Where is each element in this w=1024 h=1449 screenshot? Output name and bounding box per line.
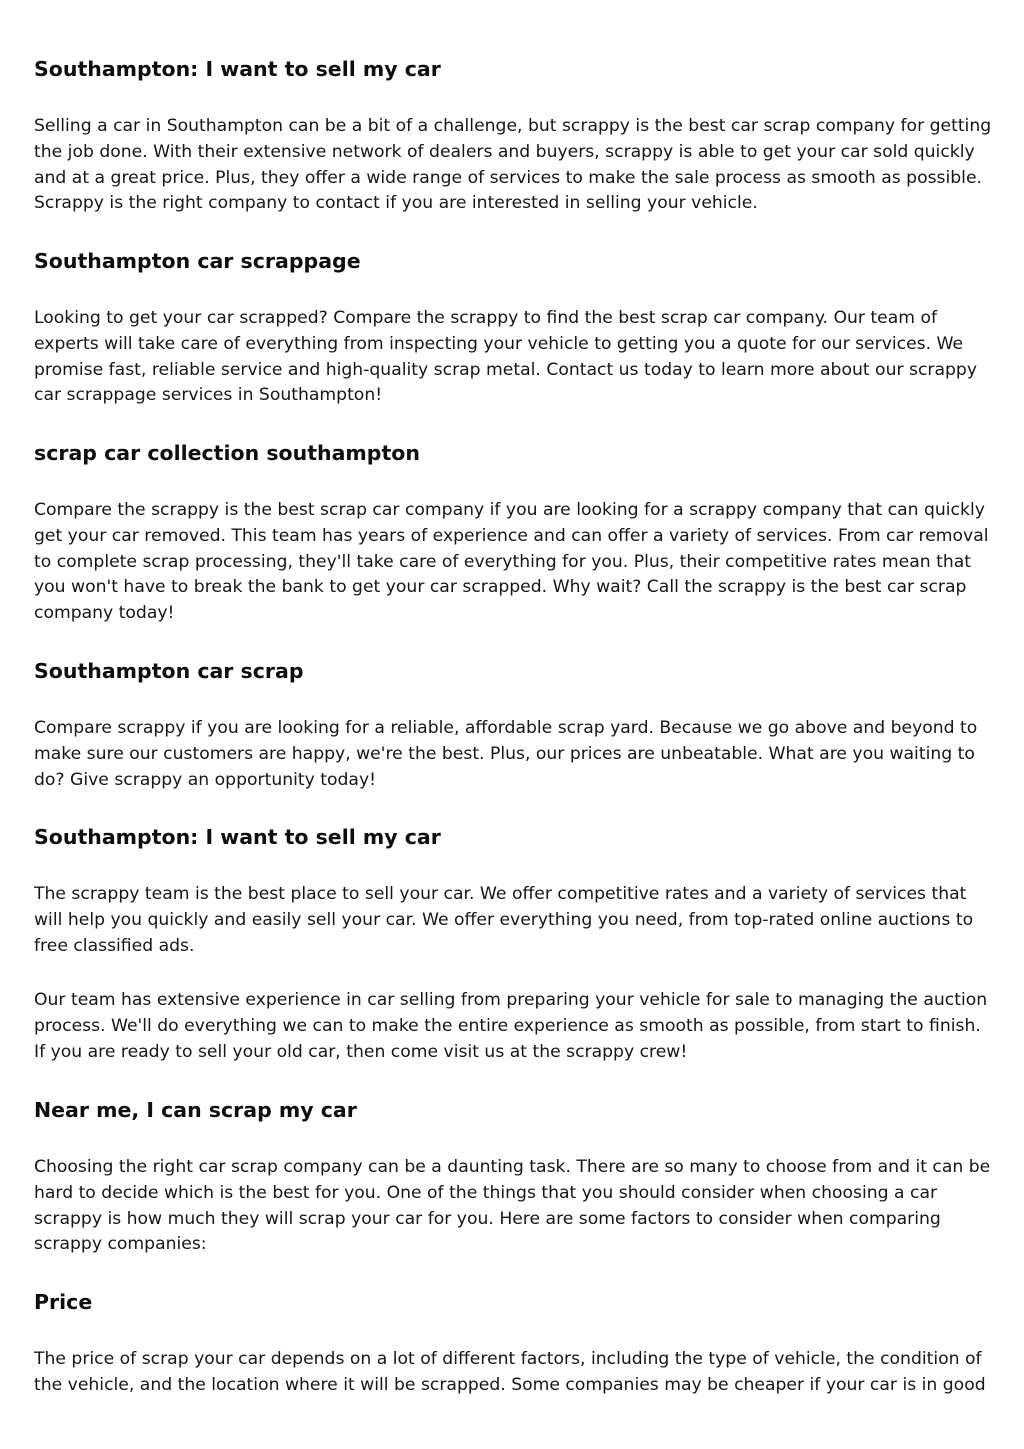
section-paragraph-near-me: Choosing the right car scrap company can be a daunting task. There are so many to choose from and it can be hard to decide which is the best for you. One of the things that you should consider when choosing a car scrappy is how much they will scrap your car for you. Here are some factors to consider when comparing scrappy companies:: [34, 1157, 991, 1255]
section-heading-sell-my-car-2: Southampton: I want to sell my car: [34, 825, 441, 849]
section-heading-car-scrap: Southampton car scrap: [34, 659, 304, 683]
section-paragraph-car-scrappage: Looking to get your car scrapped? Compare the scrappy to find the best scrap car company. Our team of experts will take care of everything from inspecting your vehicle to getting you a quote for our services. We promise fast, reliable service and high-quality scrap metal. Contact us today to learn more about our scrappy car scrappage services in Southampton!: [34, 308, 977, 406]
section-paragraph-scrap-car-collection: Compare the scrappy is the best scrap car company if you are looking for a scrappy company that can quickly get your car removed. This team has years of experience and can offer a variety of services. From car removal to complete scrap processing, they'll take care of everything for you. Plus, their competitive rates mean that you won't have to break the bank to get your car scrapped. Why wait? Call the scrappy is the best car scrap company today!: [34, 500, 989, 624]
section-heading-price: Price: [34, 1290, 93, 1314]
section-paragraph-sell-my-car: Selling a car in Southampton can be a bit of a challenge, but scrappy is the best car scrap company for getting the job done. With their extensive network of dealers and buyers, scrappy is able to get your car sold quickly and at a great price. Plus, they offer a wide range of services to make the sale process as smooth as possible. Scrappy is the right company to contact if you are interested in selling your vehicle.: [34, 116, 992, 214]
section-paragraph-sell-my-car-2b: Our team has extensive experience in car selling from preparing your vehicle for sale to managing the auction process. We'll do everything we can to make the entire experience as smooth as possible, from start to finish. If you are ready to sell your old car, then come visit us at the scrappy crew!: [34, 990, 988, 1062]
section-heading-scrap-car-collection: scrap car collection southampton: [34, 441, 420, 465]
section-paragraph-car-scrap: Compare scrappy if you are looking for a reliable, affordable scrap yard. Because we go above and beyond to make sure our customers are happy, we're the best. Plus, our prices are unbeatable. What are you waiting to do? Give scrappy an opportunity today!: [34, 718, 978, 790]
section-paragraph-sell-my-car-2a: The scrappy team is the best place to sell your car. We offer competitive rates and a variety of services that will help you quickly and easily sell your car. We offer everything you need, from top-rated online auctions to free classified ads.: [34, 884, 974, 956]
section-paragraph-price: The price of scrap your car depends on a lot of different factors, including the type of vehicle, the condition of the vehicle, and the location where it will be scrapped. Some companies may be cheaper if your car is in good: [34, 1349, 986, 1395]
section-heading-car-scrappage: Southampton car scrappage: [34, 249, 361, 273]
section-heading-near-me: Near me, I can scrap my car: [34, 1098, 357, 1122]
section-heading-sell-my-car: Southampton: I want to sell my car: [34, 57, 441, 81]
